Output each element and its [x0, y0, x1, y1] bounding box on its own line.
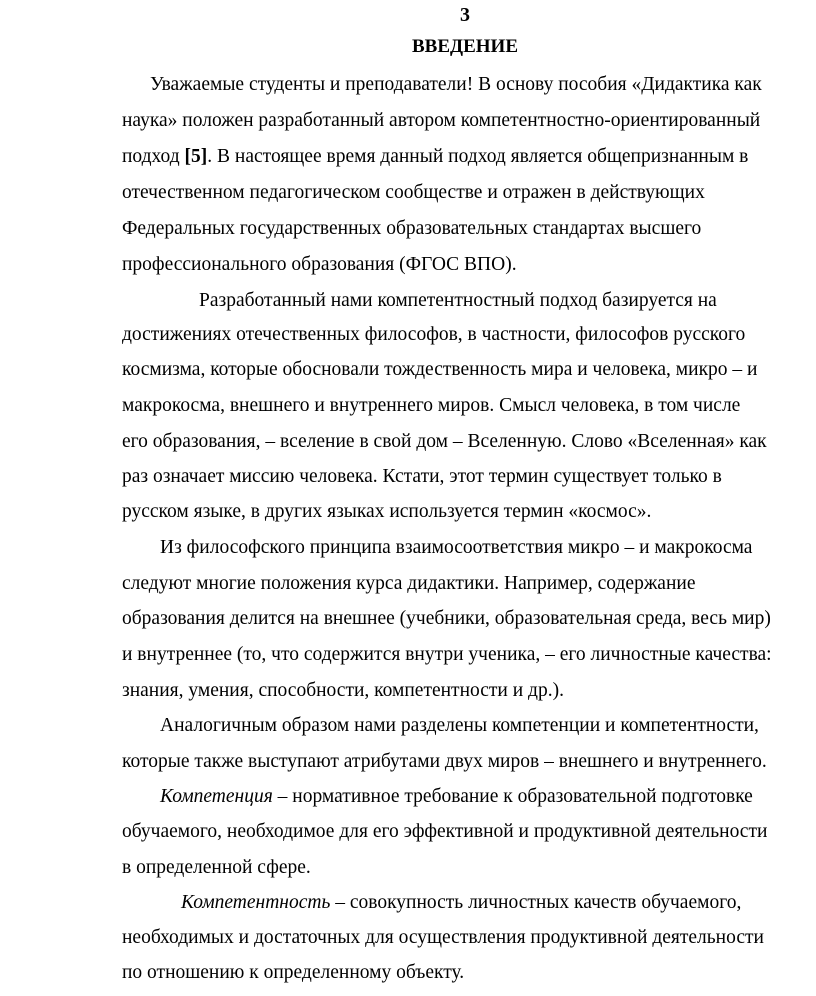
text-line: знания, умения, способности, компетентности и др.). — [122, 680, 564, 701]
text-line: раз означает миссию человека. Кстати, этот термин существует только в — [122, 466, 722, 487]
page-number: 3 — [460, 4, 470, 26]
text-line: русском языке, в других языках используется термин «космос». — [122, 501, 652, 522]
text-line: Из философского принципа взаимосоответствия микро – и макрокосма — [160, 537, 753, 558]
text-line: следуют многие положения курса дидактики. Например, содержание — [122, 573, 696, 594]
text-line: космизма, которые обосновали тождественность мира и человека, микро – и — [122, 359, 758, 380]
term-competence: Компетенция — [160, 786, 273, 807]
text-line: по отношению к определенному объекту. — [122, 962, 465, 983]
text-line — [160, 787, 753, 807]
text-segment: – нормативное требование к образовательной подготовке — [272, 786, 753, 807]
text-line: Уважаемые студенты и преподаватели! В основу пособия «Дидактика как — [150, 74, 762, 95]
text-line: Аналогичным образом нами разделены компетенции и компетентности, — [160, 715, 759, 736]
text-line: обучаемого, необходимое для его эффективной и продуктивной деятельности — [122, 821, 768, 842]
text-line: которые также выступают атрибутами двух миров – внешнего и внутреннего. — [122, 751, 767, 772]
text-line: наука» положен разработанный автором компетентностно-ориентированный — [122, 110, 761, 131]
text-line: профессионального образования (ФГОС ВПО). — [122, 254, 517, 275]
text-line: его образования, – вселение в свой дом – Вселенную. Слово «Вселенная» как — [122, 431, 767, 452]
text-line: и внутреннее (то, что содержится внутри ученика, – его личностные качества: — [122, 644, 772, 665]
text-line: макрокосма, внешнего и внутреннего миров. Смысл человека, в том числе — [122, 395, 741, 416]
citation-reference: [5] — [184, 146, 208, 167]
text-segment: подход — [122, 146, 180, 167]
text-line — [181, 893, 741, 913]
text-line: Федеральных государственных образовательных стандартах высшего — [122, 218, 702, 239]
text-line: Разработанный нами компетентностный подход базируется на — [199, 290, 717, 311]
text-line: в определенной сфере. — [122, 857, 311, 878]
text-line: необходимых и достаточных для осуществления продуктивной деятельности — [122, 927, 764, 948]
text-line: отечественном педагогическом сообществе и отражен в действующих — [122, 182, 705, 203]
text-line — [122, 147, 748, 167]
page-title: ВВЕДЕНИЕ — [412, 36, 518, 57]
term-competency: Компетентность — [181, 892, 331, 913]
text-line: образования делится на внешнее (учебники, образовательная среда, весь мир) — [122, 608, 771, 629]
text-segment: . В настоящее время данный подход является общепризнанным в — [207, 146, 749, 167]
text-segment: – совокупность личностных качеств обучаемого, — [330, 892, 742, 913]
text-line: достижениях отечественных философов, в частности, философов русского — [122, 324, 746, 345]
